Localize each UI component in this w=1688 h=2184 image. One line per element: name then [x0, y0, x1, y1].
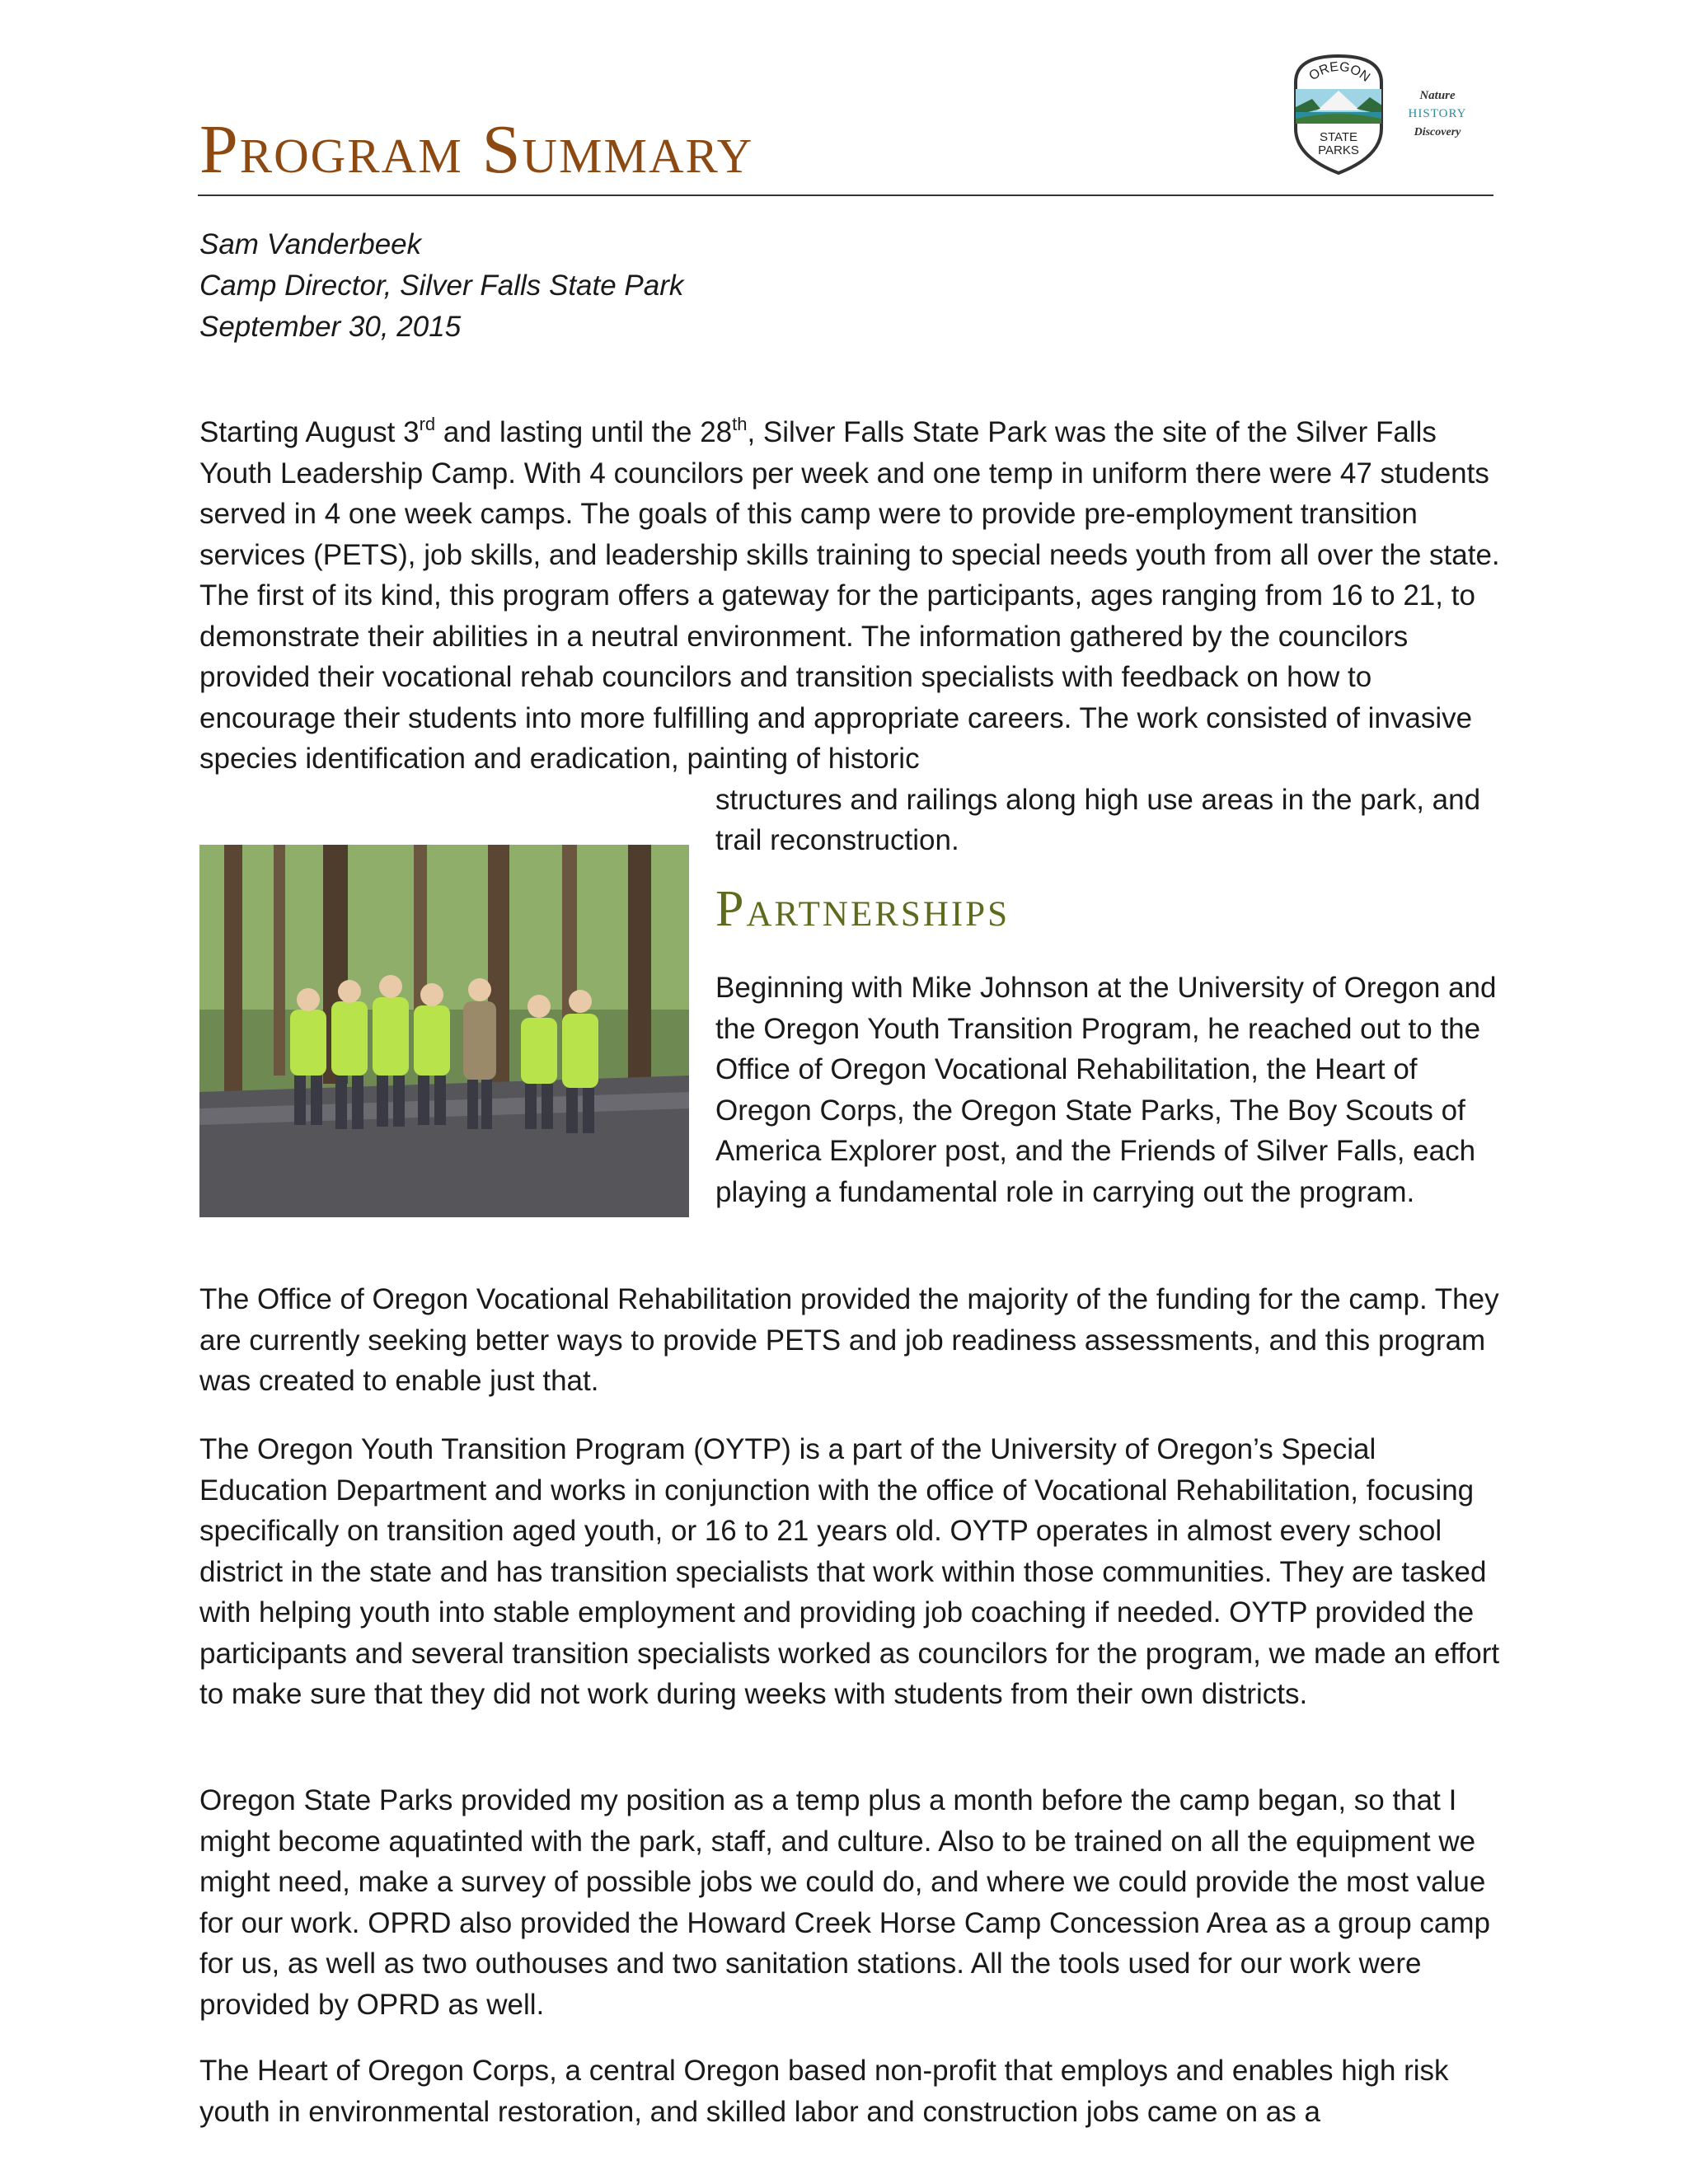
author-block — [199, 224, 683, 348]
paragraph-oytp: The Oregon Youth Transition Program (OYTP) is a part of the University of Oregon’s Special Education Department and works in conjunction with the office of Vocational Rehabilitation, focusing specifically on transition aged youth, or 16 to 21 years old. OYTP operates in almost every school district in the state and has transition specialists that work within those communities. They are tasked with helping youth into stable employment and providing job coaching if needed. OYTP provided the participants and several transition specialists worked as councilors for the program, we made an effort to make sure that they did not work during weeks with students from their own districts. — [199, 1433, 1500, 1710]
intro-paragraph — [199, 412, 1502, 861]
intro-superscript-2: th — [732, 414, 748, 434]
paragraph-state-parks: Oregon State Parks provided my position as a temp plus a month before the camp began, so that I might become aquatinted with the park, staff, and culture. Also to be trained on all the equipment we might need, make a survey of possible jobs we could do, and where we could provide the most value for our work. OPRD also provided the Howard Creek Horse Camp Concession Area as a group camp for us, as well as two outhouses and two sanitation stations. All the tools used for our work were provided by OPRD as well. — [199, 1784, 1490, 2021]
paragraph-heart-of-oregon: The Heart of Oregon Corps, a central Oregon based non-profit that employs and enables high risk youth in environmental restoration, and skilled labor and construction jobs came on as a — [199, 2055, 1449, 2128]
partnerships-paragraph: Beginning with Mike Johnson at the University of Oregon and the Oregon Youth Transition Program, he reached out to the Office of Oregon Vocational Rehabilitation, the Heart of Oregon Corps, the Oregon State Parks, The Boy Scouts of America Explorer post, and the Friends of Silver Falls, each playing a fundamental role in carrying out the program. — [715, 972, 1497, 1208]
author-role: Camp Director, Silver Falls State Park — [199, 269, 684, 302]
group-photo — [199, 845, 689, 1217]
author-name: Sam Vanderbeek — [199, 228, 422, 260]
page-title: Program Summary — [199, 111, 754, 188]
logo-tag-nature: Nature — [1419, 89, 1456, 102]
logo-tag-discovery: Discovery — [1414, 126, 1461, 138]
oregon-state-parks-logo — [1287, 49, 1485, 180]
logo-tag-history: HISTORY — [1408, 107, 1467, 120]
intro-text-1: Starting August 3 — [199, 416, 420, 448]
intro-text-3: , Silver Falls State Park was the site of the Silver Falls Youth Leadership Camp. With 4 councilors per week and one temp in uniform there were 47 students served in 4 one week camps. The goals of this camp were to provide pre-employment transition services (PETS), job skills, and leadership skills training to special needs youth from all over the state. The first of its kind, this program offers a gateway for the participants, ages ranging from 16 to 21, to demonstrate their abilities in a neutral environment. The information gathered by the councilors provided their vocational rehab councilors and transition specialists with feedback on how to encourage their students into more fulfilling and appropriate careers. The work consisted of invasive species identification and eradication, painting of historic — [199, 416, 1500, 775]
paragraph-vocational-rehab: The Office of Oregon Vocational Rehabilitation provided the majority of the funding for the camp. They are currently seeking better ways to provide PETS and job readiness assessments, and this program was created to enable just that. — [199, 1283, 1499, 1397]
title-divider — [198, 194, 1493, 196]
author-date: September 30, 2015 — [199, 311, 462, 343]
logo-line1: STATE — [1319, 130, 1358, 144]
intro-text-4: structures and railings along high use areas in the park, and trail reconstruction. — [715, 783, 1481, 856]
logo-line2: PARKS — [1318, 143, 1359, 157]
logo-arc-text: OREGON — [1306, 59, 1373, 85]
intro-text-2: and lasting until the 28 — [435, 416, 733, 448]
partnerships-heading: Partnerships — [715, 881, 1010, 937]
intro-superscript-1: rd — [419, 414, 436, 434]
